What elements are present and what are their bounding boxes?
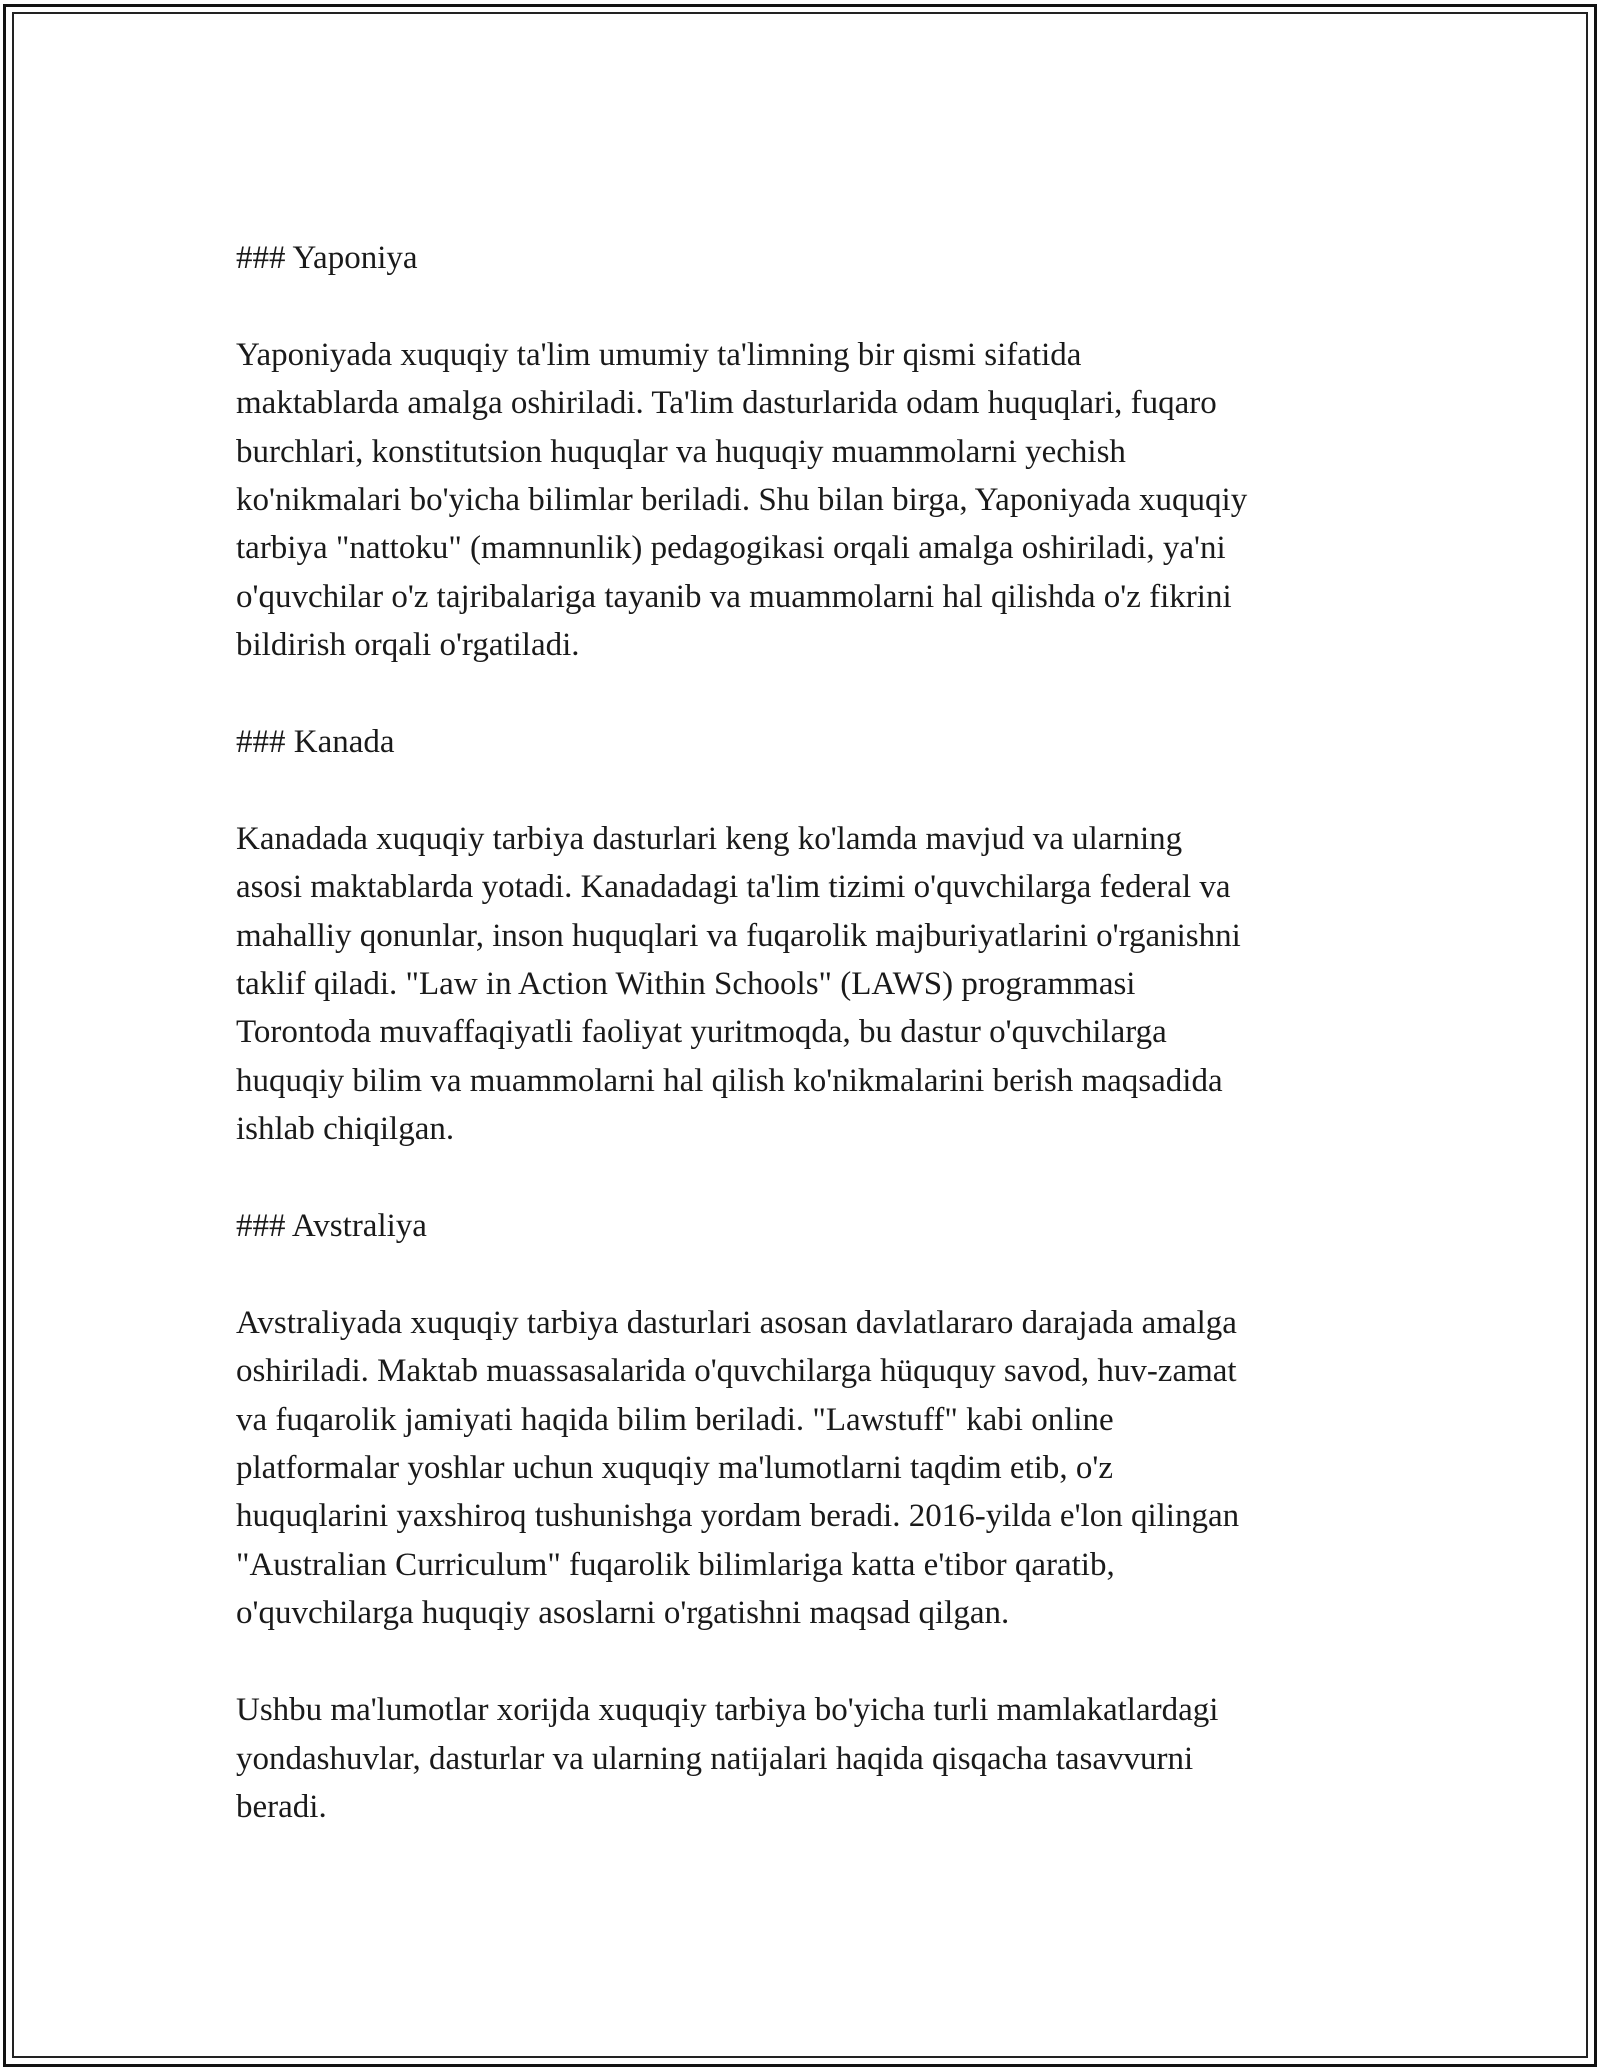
section-heading-japan: ### Yaponiya (236, 240, 418, 276)
text-line: o'quvchilar o'z tajribalariga tayanib va muammolarni hal qilishda o'z fikrini (236, 578, 1232, 615)
text-line: "Australian Curriculum" fuqarolik bilimlariga katta e'tibor qaratib, (236, 1546, 1115, 1583)
text-line: ishlab chiqilgan. (236, 1111, 455, 1148)
section-heading-australia: ### Avstraliya (236, 1208, 427, 1245)
text-line: Avstraliyada xuquqiy tarbiya dasturlari asosan davlatlararo darajada amalga (236, 1304, 1237, 1341)
text-line: huquqiy bilim va muammolarni hal qilish ko'nikmalarini berish maqsadida (236, 1062, 1223, 1099)
text-line: platformalar yoshlar uchun xuquqiy ma'lumotlarni taqdim etib, o'z (236, 1450, 1114, 1487)
section-paragraph-japan (236, 331, 1386, 670)
text-line: huquqlarini yaxshiroq tushunishga yordam beradi. 2016-yilda e'lon qilingan (236, 1498, 1240, 1535)
text-line: Torontoda muvaffaqiyatli faoliyat yuritmoqda, bu dastur o'quvchilarga (236, 1014, 1167, 1051)
text-line: tarbiya "nattoku" (mamnunlik) pedagogikasi orqali amalga oshiriladi, ya'ni (236, 530, 1226, 567)
section-paragraph-australia (236, 1299, 1386, 1638)
section-heading-canada: ### Kanada (236, 724, 395, 761)
text-line: va fuqarolik jamiyati haqida bilim beriladi. "Lawstuff" kabi online (236, 1401, 1114, 1438)
text-line: o'quvchilarga huquqiy asoslarni o'rgatishni maqsad qilgan. (236, 1595, 1010, 1632)
text-line: asosi maktablarda yotadi. Kanadadagi ta'lim tizimi o'quvchilarga federal va (236, 869, 1231, 906)
text-line: Ushbu ma'lumotlar xorijda xuquqiy tarbiya bo'yicha turli mamlakatlardagi (236, 1692, 1219, 1729)
text-line: yondashuvlar, dasturlar va ularning natijalari haqida qisqacha tasavvurni (236, 1740, 1194, 1777)
text-line: burchlari, konstitutsion huquqlar va huquqiy muammolarni yechish (236, 433, 1126, 470)
text-line: beradi. (236, 1788, 327, 1825)
text-line: Yaponiyada xuquqiy ta'lim umumiy ta'limning bir qismi sifatida (236, 336, 1082, 373)
text-line: mahalliy qonunlar, inson huquqlari va fuqarolik majburiyatlarini o'rganishni (236, 917, 1241, 954)
text-line: taklif qiladi. "Law in Action Within Schools" (LAWS) programmasi (236, 966, 1136, 1003)
text-line: oshiriladi. Maktab muassasalarida o'quvchilarga hüququy savod, huv-zamat (236, 1353, 1237, 1390)
text-line: Kanadada xuquqiy tarbiya dasturlari keng ko'lamda mavjud va ularning (236, 820, 1183, 857)
text-line: ko'nikmalari bo'yicha bilimlar beriladi. Shu bilan birga, Yaponiyada xuquqiy (236, 482, 1248, 519)
section-paragraph-canada (236, 815, 1386, 1154)
text-line: maktablarda amalga oshiriladi. Ta'lim dasturlarida odam huquqlari, fuqaro (236, 385, 1217, 422)
text-line: bildirish orqali o'rgatiladi. (236, 627, 580, 664)
document-body (236, 234, 1386, 1880)
closing-paragraph (236, 1686, 1386, 1831)
